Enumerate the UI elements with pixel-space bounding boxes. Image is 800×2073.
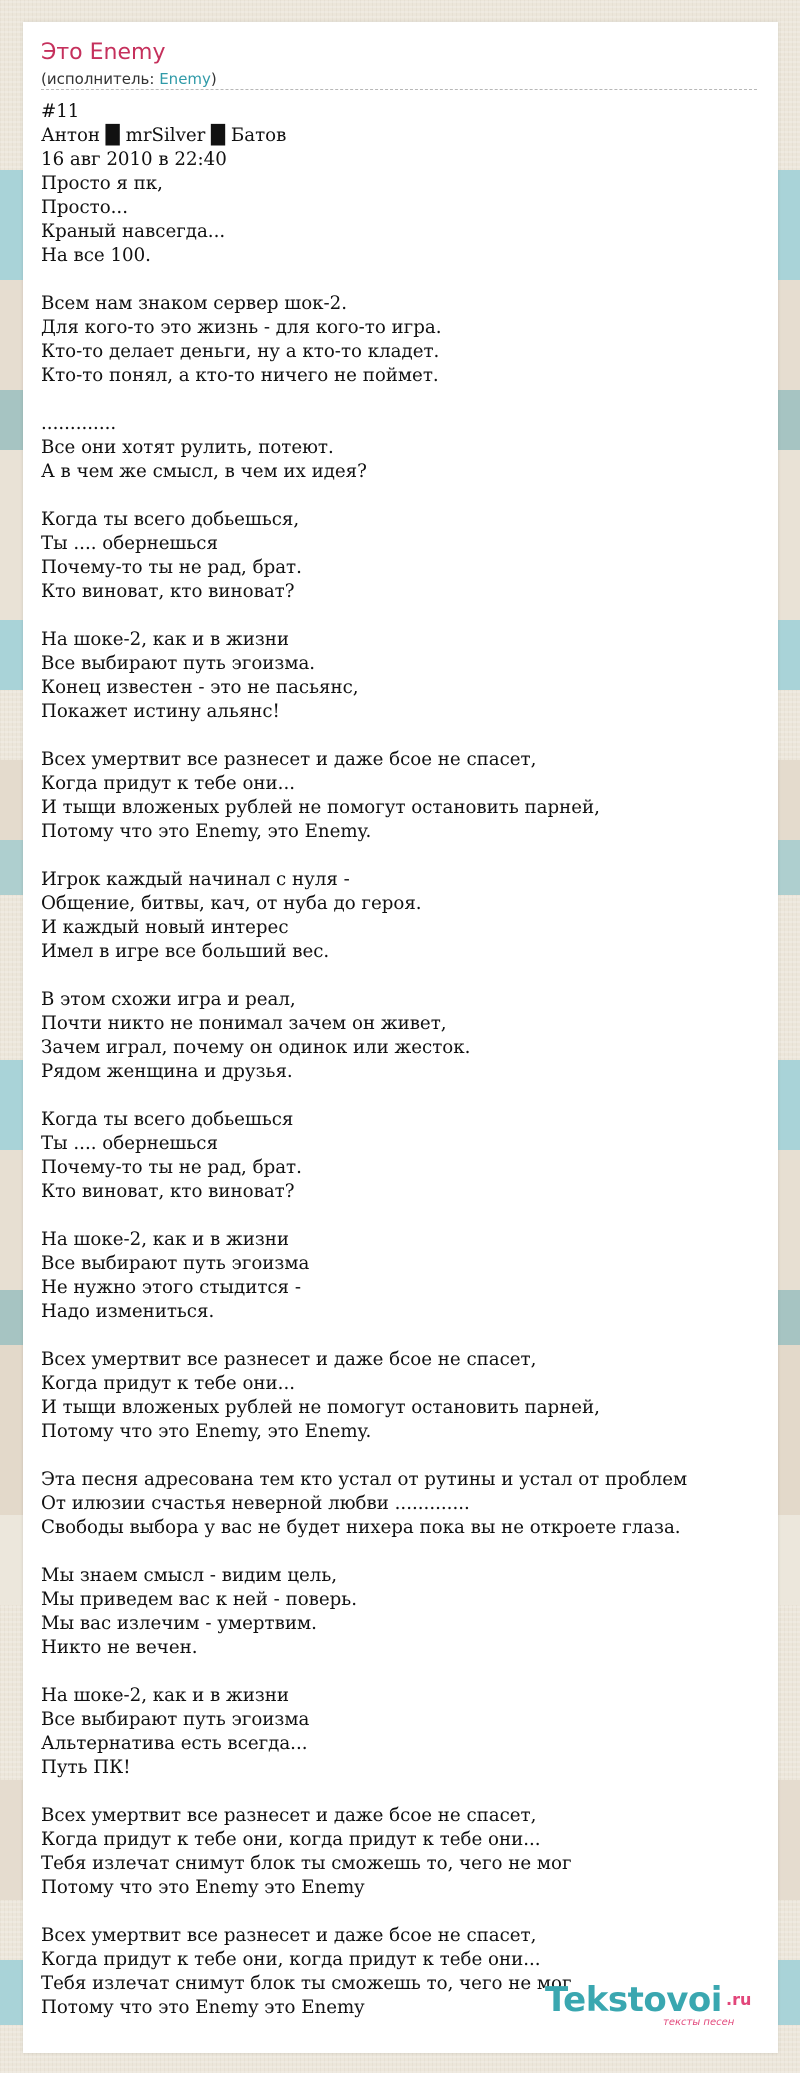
lyrics-text: #11 Антон █ mrSilver █ Батов 16 авг 2010 в 22:40 Просто я пк, Просто... Краный навсегда... На все 100. Всем нам знаком сервер шок-2. Для кого-то это жизнь - для кого-то игра. Кто-то делает деньги, ну а кто-то кладет. Кто-то понял, а кто-то ничего не поймет. ............. Все они хотят рулить, потеют. А в чем же смысл, в чем их идея? Когда ты всего добьешься, Ты .... обернешься Почему-то ты не рад, брат. Кто виноват, кто виноват? На шоке-2, как и в жизни Все выбирают путь эгоизма. Конец известен - это не пасьянс, Покажет истину альянс! Всех умертвит все разнесет и даже бсое не спасет, Когда придут к тебе они... И тыщи вложеных рублей не помогут остановить парней, Потому что это Enemy, это Enemy. Игрок каждый начинал с нуля - Общение, битвы, кач, от нуба до героя. И каждый новый интерес Имел в игре все больший вес. В этом схожи игра и реал, Почти никто не понимал зачем он живет, Зачем играл, почему он одинок или жесток. Рядом женщина и друзья. Когда ты всего добьешься Ты .... обернешься Почему-то ты не рад, брат. Кто виноват, кто виноват? На шоке-2, как и в жизни Все выбирают путь эгоизма Не нужно этого стыдится - Надо измениться. Всех умертвит все разнесет и даже бсое не спасет, Когда придут к тебе они... И тыщи вложеных рублей не помогут остановить парней, Потому что это Enemy, это Enemy. Эта песня адресована тем кто устал от рутины и устал от проблем От илюзии счастья неверной любви ............. Свободы выбора у вас не будет нихера пока вы не откроете глаза. Мы знаем смысл - видим цель, Мы приведем вас к ней - поверь. Мы вас излечим - умертвим. Никто не вечен. На шоке-2, как и в жизни Все выбирают путь эгоизма Альтернатива есть всегда... Путь ПК! Всех умертвит все разнесет и даже бсое не спасет, Когда придут к тебе они, когда придут к тебе они... Тебя излечат снимут блок ты сможешь то, чего не мог Потому что это Enemy это Enemy Всех умертвит все разнесет и даже бсое не спасет, Когда придут к тебе они, когда придут к тебе они... Тебя излечат снимут блок ты сможешь то, чего не мог Потому что это Enemy это Enemy: [41, 101, 688, 2018]
artist-suffix: ): [210, 70, 217, 88]
logo-tagline: тексты песен: [663, 2017, 735, 2028]
title-divider: [41, 89, 757, 90]
artist-prefix: (исполнитель:: [41, 70, 160, 88]
artist-link[interactable]: Enemy: [159, 70, 211, 88]
site-logo[interactable]: [545, 1980, 765, 2030]
lyrics-card: [23, 22, 778, 2053]
song-title: Это Enemy: [41, 40, 166, 65]
logo-tld: .ru: [726, 1990, 752, 2009]
logo-name: Tekstovoi: [545, 1980, 722, 2020]
artist-line: [41, 70, 217, 88]
